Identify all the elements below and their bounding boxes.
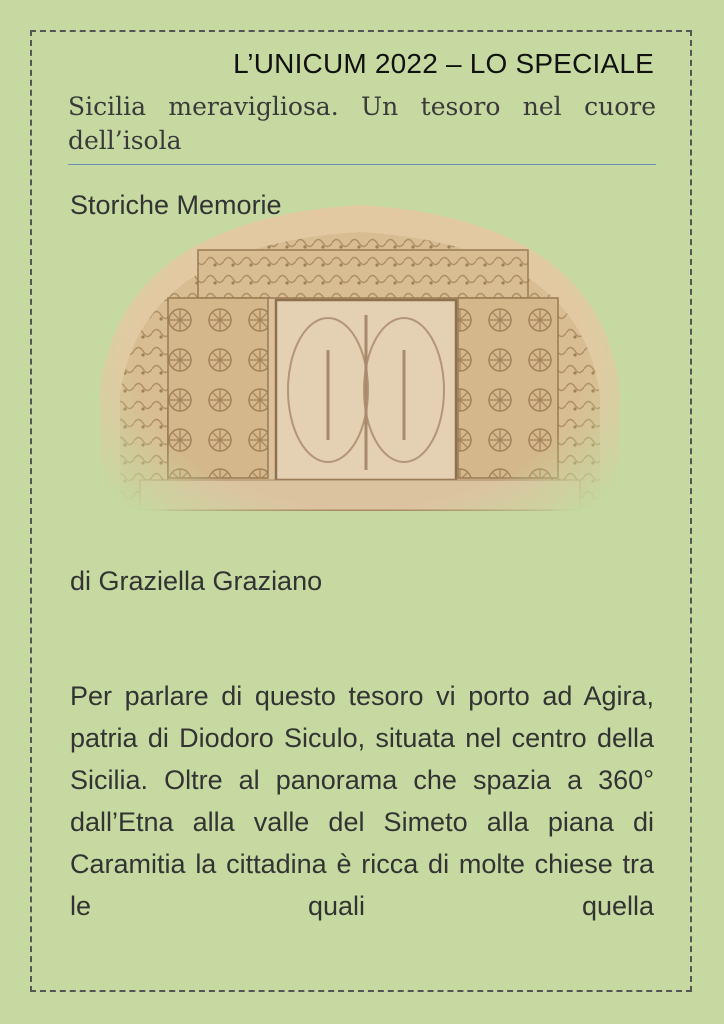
- section-label: Storiche Memorie: [70, 190, 282, 220]
- article-author: di Graziella Graziano: [70, 566, 323, 596]
- page-header-title: L’UNICUM 2022 – LO SPECIALE: [233, 48, 654, 79]
- article-subtitle: Sicilia meravigliosa. Un tesoro nel cuore dell’isola: [68, 92, 656, 155]
- carved-stone-portal-image: [80, 180, 640, 550]
- header-divider: [68, 164, 656, 165]
- article-body: Per parlare di questo tesoro vi porto ad Agira, patria di Diodoro Siculo, situata nel centro della Sicilia. Oltre al panorama che spazia a 360° dall’Etna alla valle del Simeto alla piana di Caramitia la cittadina è ricca di molte chiese tra le quali quella: [70, 681, 654, 921]
